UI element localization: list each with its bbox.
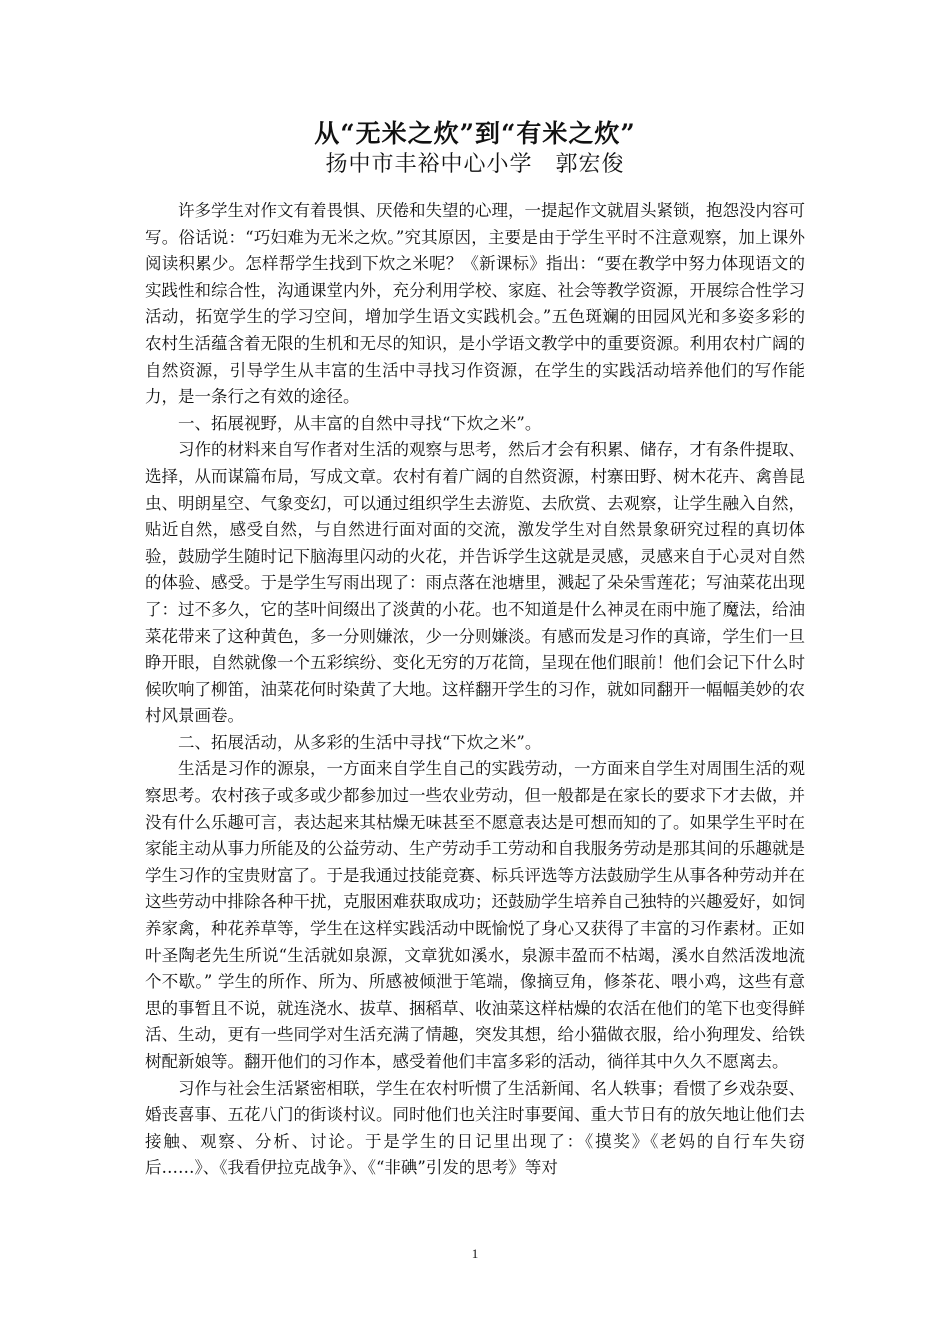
paragraph-section-2b: 习作与社会生活紧密相联，学生在农村听惯了生活新闻、名人轶事；看惯了乡戏杂耍、婚丧喜事、五花八门的街谈村议。同时他们也关注时事要闻、重大节日有的放矢地让他们去接触、观察、分析、讨论。于是学生的日记里出现了：《摸奖》《老妈的自行车失窃后……》、《我看伊拉克战争》、《“非碘”引发的思考》等对 [145, 1078, 805, 1178]
document-title: 从“无米之炊”到“有米之炊” [314, 119, 636, 148]
author-line: 扬中市丰裕中心小学 郭宏俊 [325, 152, 625, 177]
document-body [145, 198, 805, 1182]
paragraph-intro: 许多学生对作文有着畏惧、厌倦和失望的心理，一提起作文就眉头紧锁，抱怨没内容可写。俗话说：“巧妇难为无米之炊。”究其原因，主要是由于学生平时不注意观察，加上课外阅读积累少。怎样帮学生找到下炊之米呢？《新课标》指出：“要在教学中努力体现语文的实践性和综合性，沟通课堂内外，充分利用学校、家庭、社会等教学资源，开展综合性学习活动，拓宽学生的学习空间，增加学生语文实践机会。”五色斑斓的田园风光和多姿多彩的农村生活蕴含着无限的生机和无尽的知识，是小学语文教学中的重要资源。利用农村广阔的自然资源，引导学生从丰富的生活中寻找习作资源，在学生的实践活动培养他们的写作能力，是一条行之有效的途径。 [145, 201, 805, 407]
section-heading-1: 一、拓展视野，从丰富的自然中寻找“下炊之米”。 [178, 413, 542, 433]
paragraph-section-2a: 生活是习作的源泉，一方面来自学生自己的实践劳动，一方面来自学生对周围生活的观察思考。农村孩子或多或少都参加过一些农业劳动，但一般都是在家长的要求下才去做，并没有什么乐趣可言，表达起来其枯燥无味甚至不愿意表达是可想而知的了。如果学生平时在家能主动从事力所能及的公益劳动、生产劳动手工劳动和自我服务劳动是那其间的乐趣就是学生习作的宝贵财富了。于是我通过技能竞赛、标兵评选等方法鼓励学生从事各种劳动并在这些劳动中排除各种干扰，克服困难获取成功；还鼓励学生培养自己独特的兴趣爱好，如饲养家禽，种花养草等，学生在这样实践活动中既愉悦了身心又获得了丰富的习作素材。正如叶圣陶老先生所说“生活就如泉源，文章犹如溪水，泉源丰盈而不枯竭，溪水自然活泼地流个不歇。” 学生的所作、所为、所感被倾泄于笔端，像摘豆角，修茶花、喂小鸡，这些有意思的事暂且不说，就连浇水、拔草、捆稻草、收油菜这样枯燥的农活在他们的笔下也变得鲜活、生动，更有一些同学对生活充满了情趣，突发其想，给小猫做衣服，给小狗理发、给铁树配新娘等。翻开他们的习作本，感受着他们丰富多彩的活动，徜徉其中久久不愿离去。 [145, 759, 805, 1071]
page-number: 1 [471, 1246, 479, 1261]
section-heading-2: 二、拓展活动，从多彩的生活中寻找“下炊之米”。 [178, 732, 542, 752]
paragraph-section-1: 习作的材料来自写作者对生活的观察与思考，然后才会有积累、储存，才有条件提取、选择，从而谋篇布局，写成文章。农村有着广阔的自然资源，村寨田野、树木花卉、禽兽昆虫、明朗星空、气象变幻，可以通过组织学生去游览、去欣赏、去观察，让学生融入自然，贴近自然，感受自然，与自然进行面对面的交流，激发学生对自然景象研究过程的真切体验，鼓励学生随时记下脑海里闪动的火花，并告诉学生这就是灵感，灵感来自于心灵对自然的体验、感受。于是学生写雨出现了：雨点落在池塘里，溅起了朵朵雪莲花；写油菜花出现了：过不多久，它的茎叶间缀出了淡黄的小花。也不知道是什么神灵在雨中施了魔法，给油菜花带来了这种黄色，多一分则嫌浓，少一分则嫌淡。有感而发是习作的真谛，学生们一旦睁开眼，自然就像一个五彩缤纷、变化无穷的万花筒，呈现在他们眼前！他们会记下什么时候吹响了柳笛，油菜花何时染黄了大地。这样翻开学生的习作，就如同翻开一幅幅美妙的农村风景画卷。 [145, 440, 805, 726]
